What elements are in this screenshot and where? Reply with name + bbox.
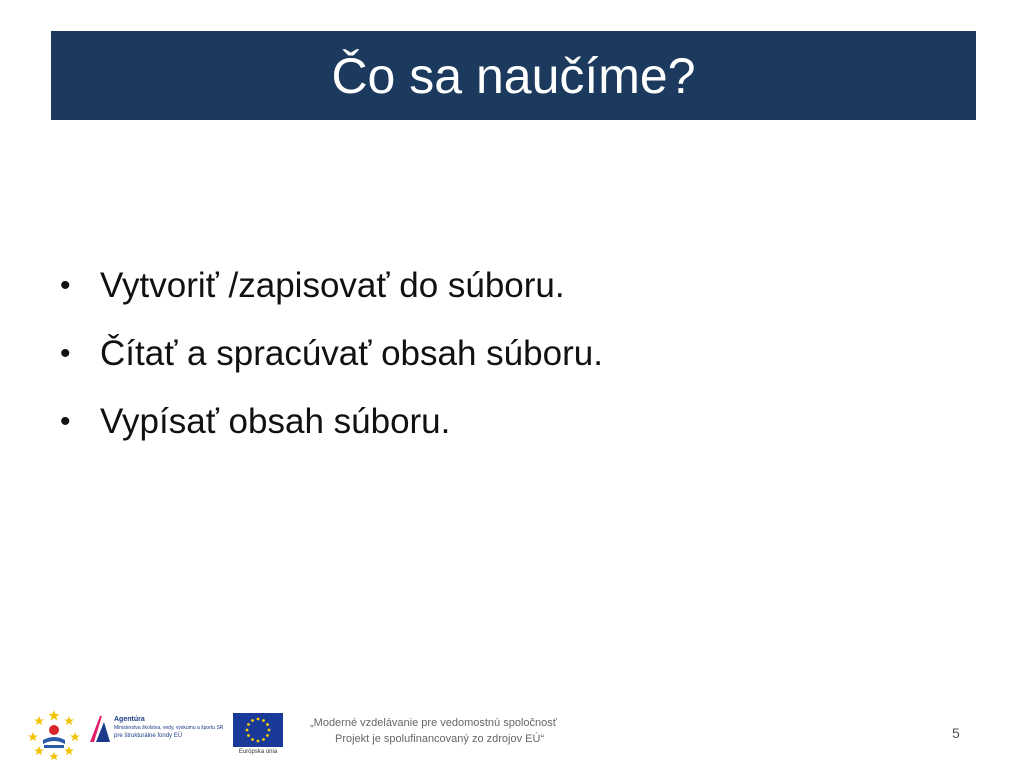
agency-logo-icon xyxy=(88,712,228,746)
page-number: 5 xyxy=(952,725,960,741)
bullet-list xyxy=(60,252,603,456)
footer-note-line2: Projekt je spolufinancovaný zo zdrojov EÚ“ xyxy=(335,733,545,745)
bullet-text: Čítať a spracúvať obsah súboru. xyxy=(100,334,603,373)
agency-text: Agentúra Ministerstva školstva, vedy, výskumu a športu SR pre štrukturálne fondy EÚ xyxy=(114,716,224,739)
bullet-icon: • xyxy=(60,405,71,438)
footer-note-line1: „Moderné vzdelávanie pre vedomostnú spoločnosť xyxy=(310,717,557,729)
bullet-text: Vypísať obsah súboru. xyxy=(100,402,451,441)
bullet-icon: • xyxy=(60,337,71,370)
eu-flag-icon xyxy=(233,713,283,760)
op-vzdelavanie-logo-icon xyxy=(28,708,80,760)
footer xyxy=(0,700,1024,768)
eu-flag xyxy=(233,713,283,747)
slide-title: Čo sa naučíme? xyxy=(331,47,696,104)
list-item xyxy=(60,320,603,388)
bullet-icon: • xyxy=(60,269,71,302)
bullet-text: Vytvoriť /zapisovať do súboru. xyxy=(100,266,565,305)
list-item xyxy=(60,388,603,456)
eu-caption: Európska únia xyxy=(238,749,278,755)
footer-note xyxy=(310,715,600,747)
list-item xyxy=(60,252,603,320)
title-bar xyxy=(51,31,976,120)
